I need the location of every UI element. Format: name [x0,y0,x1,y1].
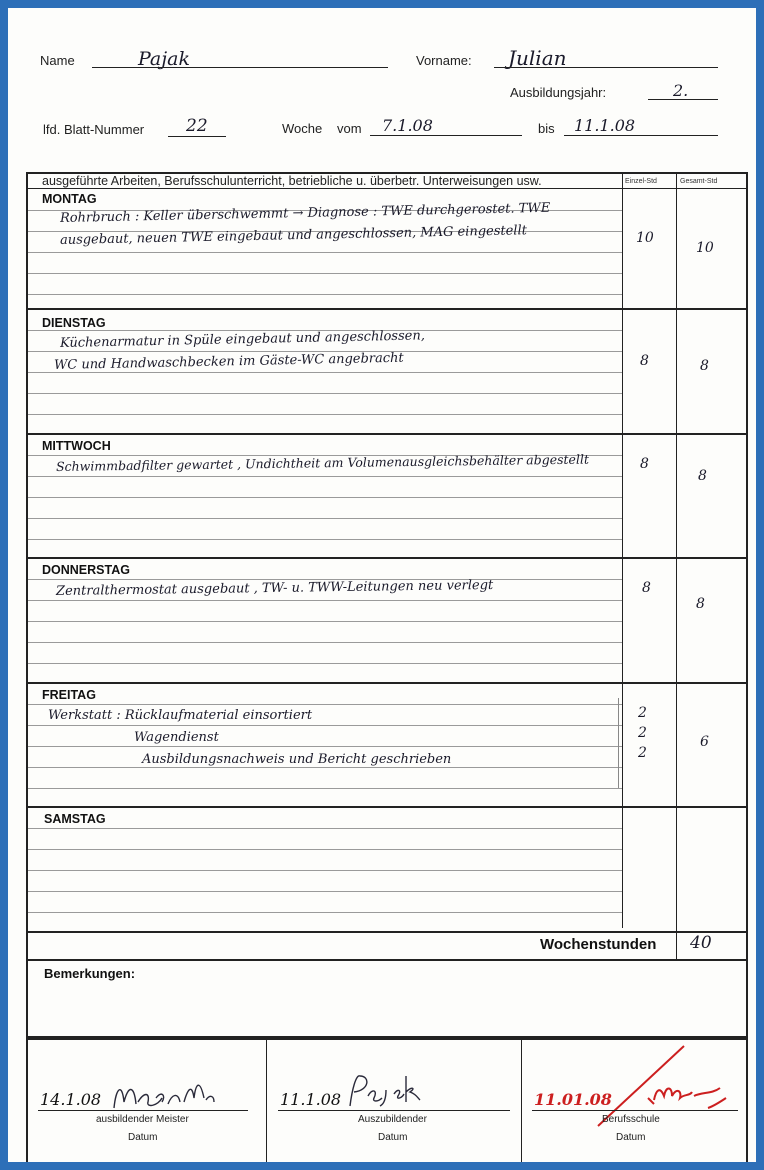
gesamt-montag: 10 [696,240,714,256]
entry-donnerstag-line-1: Zentralthermostat ausgebaut , TW- u. TWW-Leitungen neu verlegt [55,577,494,599]
entry-mittwoch-line-1: Schwimmbadfilter gewartet , Undichtheit am Volumenausgleichsbehälter abgestellt [55,451,590,474]
name-label: Name [40,53,75,68]
vom-underline [370,135,522,136]
entry-freitag-line-2: Wagendienst [134,730,219,745]
signature-3-date: 11.01.08 [534,1090,612,1109]
bis-value: 11.1.08 [574,116,636,135]
freitag-inner-line [618,698,619,788]
divider-freitag [26,806,748,808]
ausbildungsjahr-label: Ausbildungsjahr: [510,85,607,100]
vom-value: 7.1.08 [382,116,433,135]
bis-underline [564,135,718,136]
woche-label: Woche [282,121,323,136]
ruled-line [28,746,622,747]
bis-label: bis [538,121,555,136]
gesamt-dienstag: 8 [700,358,709,374]
col-separator-einzel [622,172,623,928]
entry-freitag-line-1: Werkstatt : Rücklaufmaterial einsortiert [48,708,313,723]
activities-table [26,172,748,1040]
einzel-mittwoch: 8 [640,456,649,472]
blatt-nummer-label: lfd. Blatt-Nummer [43,122,145,137]
signature-2-line [278,1110,510,1111]
wochenstunden-value: 40 [690,933,712,953]
name-value: Pajak [138,48,190,70]
entry-dienstag-line-2: WC und Handwaschbecken im Gäste-WC angebracht [53,350,404,373]
entry-freitag-line-3: Ausbildungsnachweis und Bericht geschrieben [142,752,452,767]
signature-2-datum: Datum [378,1132,408,1143]
ruled-line [28,294,622,295]
signature-1-datum: Datum [128,1132,158,1143]
ruled-line [28,788,622,789]
ruled-line [28,600,622,601]
name-underline [92,67,388,68]
day-samstag: SAMSTAG [44,812,106,826]
ruled-line [28,273,622,274]
entry-dienstag-line-1: Küchenarmatur in Spüle eingebaut und angeschlossen, [59,328,426,351]
header-divider [26,188,748,189]
report-sheet [8,8,756,1162]
col-gesamt-header: Gesamt-Std [680,178,718,185]
ruled-line [28,621,622,622]
day-dienstag: DIENSTAG [42,316,106,330]
ausbildungsjahr-value: 2. [673,81,689,100]
ruled-line [28,704,622,705]
ruled-line [28,372,622,373]
ruled-line [28,891,622,892]
einzel-freitag-3: 2 [638,745,647,761]
signature-2-date: 11.1.08 [280,1090,342,1109]
einzel-dienstag: 8 [640,353,649,369]
signature-3-datum: Datum [616,1132,646,1143]
ruled-line [28,539,622,540]
divider-mittwoch [26,557,748,559]
signature-3-line [532,1110,738,1111]
ruled-line [28,642,622,643]
signature-2-role: Auszubildender [358,1114,427,1125]
ruled-line [28,518,622,519]
signature-1-role: ausbildender Meister [96,1114,189,1125]
signature-divider-1 [266,1036,267,1162]
divider-montag [26,308,748,310]
vorname-label: Vorname: [416,53,472,68]
vom-label: vom [337,121,362,136]
ruled-line [28,828,622,829]
blatt-nummer-underline [168,136,226,137]
vorname-underline [494,67,718,68]
bemerkungen-label: Bemerkungen: [44,966,136,981]
entry-montag-line-2: ausgebaut, neuen TWE eingebaut und angeschlossen, MAG eingestellt [59,223,528,248]
divider-dienstag [26,433,748,435]
entry-montag-line-1: Rohrbruch : Keller überschwemmt → Diagnose : TWE durchgerostet. TWE [59,200,551,226]
gesamt-mittwoch: 8 [698,468,707,484]
ruled-line [28,725,622,726]
col-separator-gesamt [676,172,677,959]
einzel-donnerstag: 8 [642,580,651,596]
ausbildungsjahr-underline [648,99,718,100]
col-einzel-header: Einzel-Std [625,178,657,185]
ruled-line [28,767,622,768]
ruled-line [28,870,622,871]
signature-1-date: 14.1.08 [40,1090,102,1109]
einzel-freitag-1: 2 [638,705,647,721]
signature-1-line [38,1110,248,1111]
day-mittwoch: MITTWOCH [42,439,111,453]
day-donnerstag: DONNERSTAG [42,563,130,577]
gesamt-donnerstag: 8 [696,596,705,612]
divider-samstag [26,931,748,933]
vorname-value: Julian [508,46,567,70]
ruled-line [28,912,622,913]
table-header-text: ausgeführte Arbeiten, Berufsschulunterricht, betriebliche u. überbetr. Unterweisungen usw. [42,174,542,188]
ruled-line [28,393,622,394]
divider-wochenstunden [26,959,748,961]
ruled-line [28,476,622,477]
einzel-montag: 10 [636,230,654,246]
signature-3-role: Berufsschule [602,1114,660,1125]
blatt-nummer-value: 22 [186,116,208,136]
ruled-line [28,414,622,415]
ruled-line [28,849,622,850]
ruled-line [28,497,622,498]
wochenstunden-label: Wochenstunden [540,936,657,953]
ruled-line [28,252,622,253]
ruled-line [28,663,622,664]
signature-divider-2 [521,1036,522,1162]
divider-donnerstag [26,682,748,684]
day-freitag: FREITAG [42,688,96,702]
azubi-signature-icon [346,1066,426,1112]
einzel-freitag-2: 2 [638,725,647,741]
day-montag: MONTAG [42,192,97,206]
gesamt-freitag: 6 [700,734,709,750]
